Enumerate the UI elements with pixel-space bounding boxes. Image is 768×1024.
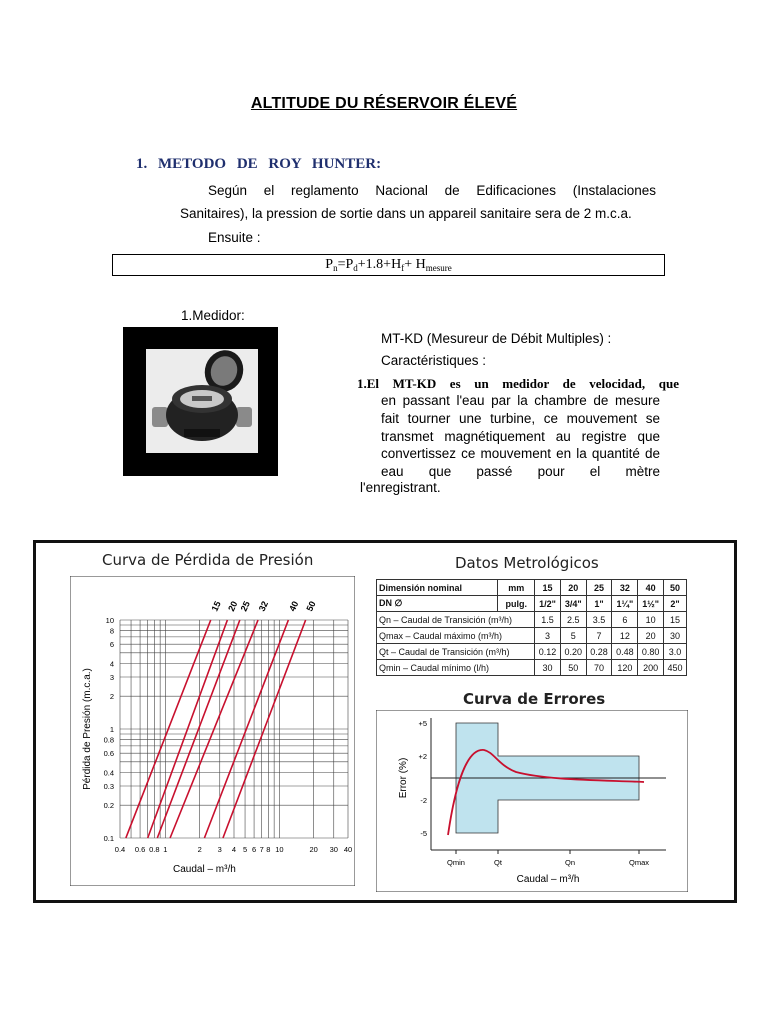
table-cell: 2.5 bbox=[560, 612, 586, 628]
table-cell: 1.5 bbox=[535, 612, 561, 628]
y-tick-label: +5 bbox=[418, 719, 427, 728]
x-tick-label: 0.8 bbox=[149, 845, 160, 854]
y-tick-label: 0.2 bbox=[103, 801, 114, 811]
table-cell: Qt – Caudal de Transición (m³/h) bbox=[377, 644, 535, 660]
table-cell: DN ∅ bbox=[377, 596, 498, 612]
table-row bbox=[377, 596, 687, 612]
page-title: ALTITUDE DU RÉSERVOIR ÉLEVÉ bbox=[250, 95, 518, 112]
y-tick-label: 0.8 bbox=[103, 735, 114, 745]
series-label: 40 bbox=[287, 599, 301, 613]
table-cell: 70 bbox=[586, 660, 612, 676]
table-cell: 0.20 bbox=[560, 644, 586, 660]
y-tick-label: 2 bbox=[109, 692, 114, 702]
y-tick-label: 1 bbox=[109, 725, 114, 734]
y-tick-label: -2 bbox=[420, 796, 427, 805]
series-label: 15 bbox=[209, 599, 223, 613]
table-cell: 12 bbox=[612, 628, 638, 644]
meter-description-last: l'enregistrant. bbox=[360, 480, 441, 495]
table-cell: 0.48 bbox=[612, 644, 638, 660]
table-cell: Qmax – Caudal máximo (m³/h) bbox=[377, 628, 535, 644]
pressure-loss-chart bbox=[70, 576, 355, 886]
meter-model: MT-KD (Mesureur de Débit Multiples) : bbox=[381, 331, 612, 346]
medidor-label: 1.Medidor: bbox=[181, 308, 245, 323]
table-cell: pulg. bbox=[498, 596, 535, 612]
x-tick-label: 10 bbox=[275, 845, 284, 854]
table-row bbox=[377, 612, 687, 628]
table-cell: 1½" bbox=[638, 596, 664, 612]
table-cell: 30 bbox=[535, 660, 561, 676]
table-cell: 5 bbox=[560, 628, 586, 644]
table-cell: 15 bbox=[535, 580, 561, 596]
x-tick-label: 1 bbox=[163, 845, 168, 854]
table-cell: 1¼" bbox=[612, 596, 638, 612]
y-tick-label: +2 bbox=[418, 752, 427, 761]
x-tick-label: 4 bbox=[231, 845, 237, 854]
metrology-table bbox=[376, 579, 687, 676]
pressure-chart-title: Curva de Pérdida de Presión bbox=[102, 551, 314, 569]
table-cell: 40 bbox=[638, 580, 664, 596]
water-meter-image bbox=[146, 349, 258, 453]
table-cell: Dimensión nominal bbox=[377, 580, 498, 596]
y-axis-label: Pérdida de Presión (m.c.a.) bbox=[82, 668, 93, 790]
metrology-title: Datos Metrológicos bbox=[455, 554, 599, 572]
series-label: 32 bbox=[256, 599, 271, 613]
series-label: 50 bbox=[304, 599, 318, 613]
series-label: 20 bbox=[226, 599, 240, 613]
table-cell: 7 bbox=[586, 628, 612, 644]
y-tick-label: -5 bbox=[420, 829, 427, 838]
meter-description: en passant l'eau par la chambre de mesure fait tourner une turbine, ce mouvement se transmet magnétiquement au registre que convertissez ce mouvement en la quantité de eau que passé pour el mètre bbox=[381, 393, 660, 480]
table-row bbox=[377, 580, 687, 596]
y-tick-label: 0.4 bbox=[103, 768, 114, 778]
table-cell: 25 bbox=[586, 580, 612, 596]
x-tick-label: 8 bbox=[266, 845, 271, 854]
table-cell: 200 bbox=[638, 660, 664, 676]
x-tick-label: Qt bbox=[494, 858, 502, 867]
table-cell: 10 bbox=[638, 612, 664, 628]
formula-box: $P_n=P_d+1.8+H_f+ H_{mesure}$ bbox=[112, 254, 665, 276]
x-axis-label: Caudal – m³/h bbox=[172, 864, 236, 875]
error-curve-chart bbox=[376, 710, 688, 892]
table-cell: 2" bbox=[664, 596, 687, 612]
table-cell: 20 bbox=[560, 580, 586, 596]
table-cell: 3 bbox=[535, 628, 561, 644]
x-tick-label: 30 bbox=[329, 845, 338, 854]
x-tick-label: 3 bbox=[217, 845, 222, 854]
table-cell: mm bbox=[498, 580, 535, 596]
table-cell: 50 bbox=[560, 660, 586, 676]
x-tick-label: 20 bbox=[309, 845, 318, 854]
series-label: 25 bbox=[238, 599, 252, 613]
y-tick-label: 6 bbox=[109, 640, 114, 650]
table-cell: 1/2" bbox=[535, 596, 561, 612]
table-cell: 32 bbox=[612, 580, 638, 596]
table-row bbox=[377, 644, 687, 660]
section-heading: 1. METODO DE ROY HUNTER: bbox=[136, 156, 382, 172]
error-chart-title: Curva de Errores bbox=[463, 690, 606, 708]
table-cell: 3.0 bbox=[664, 644, 687, 660]
x-tick-label: 2 bbox=[197, 845, 202, 854]
x-tick-label: 7 bbox=[259, 845, 264, 854]
y-tick-label: 0.1 bbox=[103, 834, 114, 843]
table-cell: 15 bbox=[664, 612, 687, 628]
table-cell: 120 bbox=[612, 660, 638, 676]
table-cell: 20 bbox=[638, 628, 664, 644]
table-cell: 3/4" bbox=[560, 596, 586, 612]
x-tick-label: 40 bbox=[343, 845, 353, 854]
table-row bbox=[377, 660, 687, 676]
table-cell: 3.5 bbox=[586, 612, 612, 628]
table-cell: 450 bbox=[664, 660, 687, 676]
y-tick-label: 4 bbox=[109, 659, 114, 669]
x-tick-label: 5 bbox=[242, 845, 248, 854]
table-cell: 0.28 bbox=[586, 644, 612, 660]
meter-description-first: 1.El MT-KD es un medidor de velocidad, que bbox=[357, 376, 679, 391]
x-tick-label: 0.4 bbox=[114, 845, 126, 854]
x-tick-label: Qmin bbox=[447, 858, 465, 867]
table-cell: 50 bbox=[664, 580, 687, 596]
paragraph-line: Sanitaires), la pression de sortie dans un appareil sanitaire sera de 2 m.c.a. bbox=[180, 206, 632, 221]
table-cell: 1" bbox=[586, 596, 612, 612]
paragraph-line: Ensuite : bbox=[208, 230, 261, 245]
table-cell: Qmin – Caudal mínimo (l/h) bbox=[377, 660, 535, 676]
table-cell: 30 bbox=[664, 628, 687, 644]
paragraph-line: Según el reglamento Nacional de Edificaciones (Instalaciones bbox=[208, 183, 656, 198]
table-cell: 0.12 bbox=[535, 644, 561, 660]
table-cell: 0.80 bbox=[638, 644, 664, 660]
x-tick-label: Qmax bbox=[628, 858, 650, 867]
table-cell: 6 bbox=[612, 612, 638, 628]
x-tick-label: 0.6 bbox=[134, 845, 146, 854]
y-tick-label: 0.6 bbox=[103, 749, 114, 759]
x-tick-label: Qn bbox=[564, 858, 576, 867]
x-axis-label: Caudal – m³/h bbox=[516, 874, 580, 885]
x-tick-label: 6 bbox=[251, 845, 257, 854]
table-row bbox=[377, 628, 687, 644]
y-tick-label: 0.3 bbox=[103, 781, 114, 791]
table-cell: Qn – Caudal de Transición (m³/h) bbox=[377, 612, 535, 628]
y-axis-label: Error (%) bbox=[398, 757, 409, 799]
y-tick-label: 3 bbox=[109, 672, 114, 682]
y-tick-label: 10 bbox=[105, 616, 114, 625]
y-tick-label: 8 bbox=[109, 626, 114, 636]
characteristics-label: Caractéristiques : bbox=[381, 353, 487, 368]
